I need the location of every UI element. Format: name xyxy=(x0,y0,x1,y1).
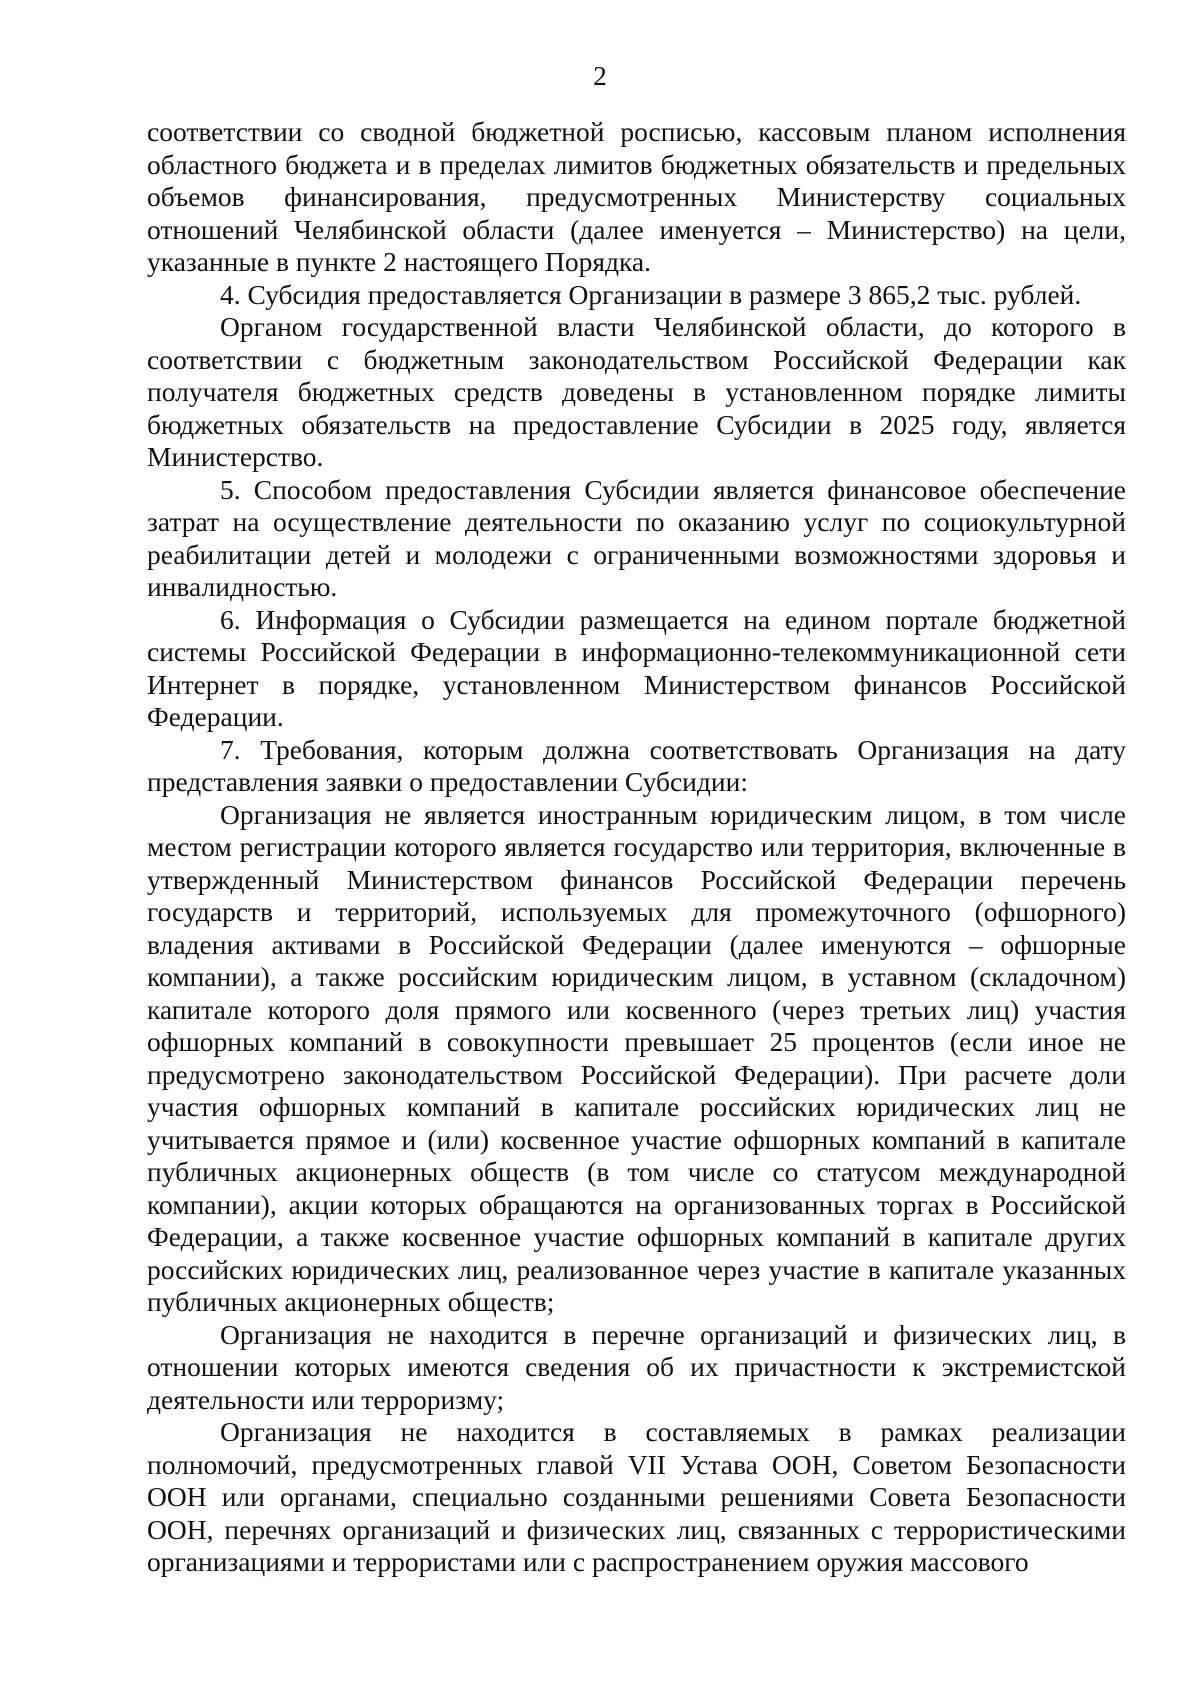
paragraph-requirement-extremism: Организация не находится в перечне организаций и физических лиц, в отношении которых имеются сведения об их причастности к экстремистской деятельности или терроризму; xyxy=(147,1318,1126,1415)
paragraph-requirement-offshore: Организация не является иностранным юридическим лицом, в том числе местом регистрации которого является государство или территория, включенные в утвержденный Министерством финансов Российской Федерации перечень государств и территорий, используемых для промежуточного (офшорного) владения активами в Российской Федерации (далее именуются – офшорные компании), а также российским юридическим лицом, в уставном (складочном) капитале которого доля прямого или косвенного (через третьих лиц) участия офшорных компаний в совокупности превышает 25 процентов (если иное не предусмотрено законодательством Российской Федерации). При расчете доли участия офшорных компаний в капитале российских юридических лиц не учитывается прямое и (или) косвенное участие офшорных компаний в капитале публичных акционерных обществ (в том числе со статусом международной компании), акции которых обращаются на организованных торгах в Российской Федерации, а также косвенное участие офшорных компаний в капитале других российских юридических лиц, реализованное через участие в капитале указанных публичных акционерных обществ; xyxy=(147,798,1126,1317)
page-number: 2 xyxy=(593,61,607,91)
paragraph-requirement-un-lists: Организация не находится в составляемых в рамках реализации полномочий, предусмотренных главой VII Устава ООН, Советом Безопасности ООН или органами, специально созданными решениями Совета Безопасности ООН, перечнях организаций и физических лиц, связанных с террористическими организациями и террористами или с распространением оружия массового xyxy=(147,1416,1126,1577)
paragraph-item-7: 7. Требования, которым должна соответствовать Организация на дату представления заявки о предоставлении Субсидии: xyxy=(147,733,1126,797)
paragraph-item-5: 5. Способом предоставления Субсидии является финансовое обеспечение затрат на осуществление деятельности по оказанию услуг по социокультурной реабилитации детей и молодежи с ограниченными возможностями здоровья и инвалидностью. xyxy=(147,473,1126,602)
paragraph-authority: Органом государственной власти Челябинской области, до которого в соответствии с бюджетным законодательством Российской Федерации как получателя бюджетных средств доведены в установленном порядке лимиты бюджетных обязательств на предоставление Субсидии в 2025 году, является Министерство. xyxy=(147,311,1126,472)
paragraph-continuation: соответствии со сводной бюджетной росписью, кассовым планом исполнения областного бюджета и в пределах лимитов бюджетных обязательств и предельных объемов финансирования, предусмотренных Министерству социальных отношений Челябинской области (далее именуется – Министерство) на цели, указанные в пункте 2 настоящего Порядка. xyxy=(147,116,1126,277)
paragraph-item-6: 6. Информация о Субсидии размещается на едином портале бюджетной системы Российской Федерации в информационно-телекоммуникационной сети Интернет в порядке, установленном Министерством финансов Российской Федерации. xyxy=(147,603,1126,732)
paragraph-item-4: 4. Субсидия предоставляется Организации в размере 3 865,2 тыс. рублей. xyxy=(220,278,1082,310)
document-body xyxy=(147,116,1126,1579)
